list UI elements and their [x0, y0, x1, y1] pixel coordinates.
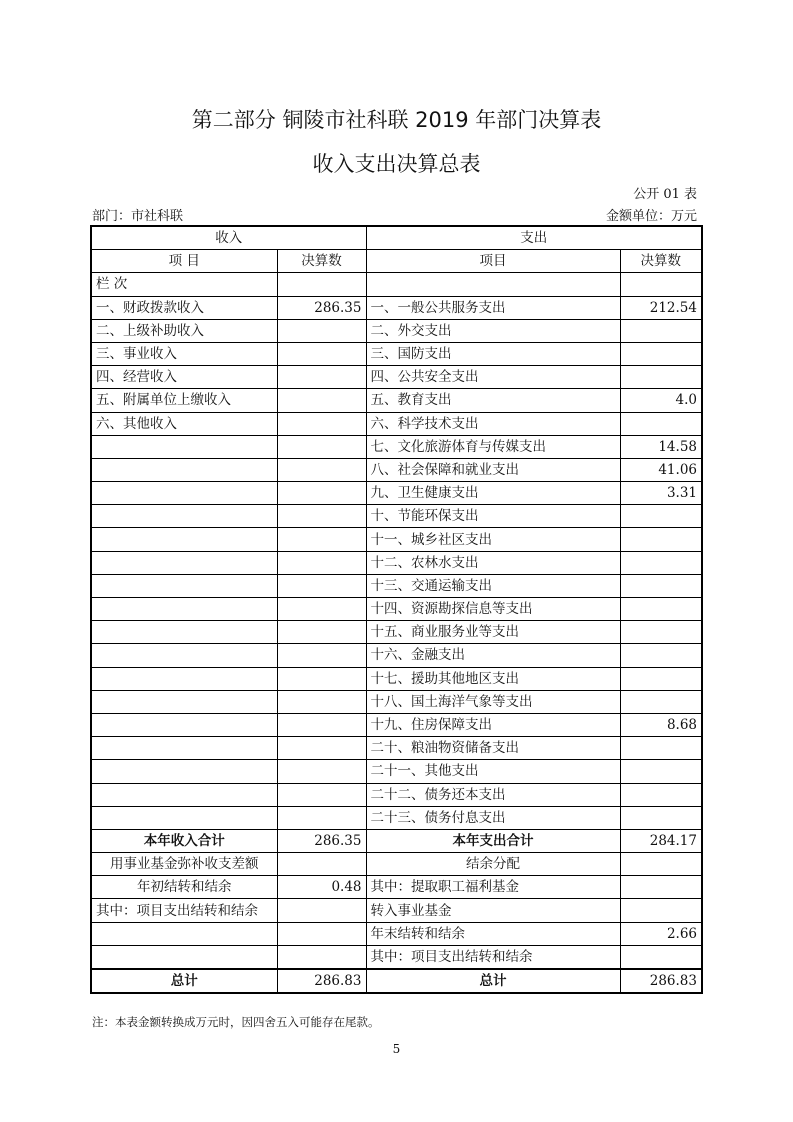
- income-amount: 286.35: [277, 296, 366, 319]
- page-number: 5: [392, 1042, 401, 1056]
- expense-item: 十八、国土海洋气象等支出: [366, 690, 620, 713]
- col-amount-header: 决算数: [277, 250, 366, 273]
- table-row: [91, 876, 702, 899]
- expense-amount: 8.68: [620, 713, 702, 736]
- income-item: [91, 505, 277, 528]
- income-amount: [277, 435, 366, 458]
- expense-item: 二十二、债务还本支出: [366, 783, 620, 806]
- income-item: [91, 528, 277, 551]
- table-row: [91, 458, 702, 481]
- expense-item: 八、社会保障和就业支出: [366, 458, 620, 481]
- expense-amount: [620, 621, 702, 644]
- income-amount: [277, 505, 366, 528]
- income-item: [91, 551, 277, 574]
- income-amount: [277, 644, 366, 667]
- grand-total-income-value: 286.83: [277, 969, 366, 993]
- income-item: [91, 621, 277, 644]
- welfare-fund-label: 其中：提取职工福利基金: [366, 876, 620, 899]
- expense-amount: [620, 644, 702, 667]
- income-amount: [277, 621, 366, 644]
- income-item: [91, 783, 277, 806]
- grand-total-row: [91, 969, 702, 993]
- table-row: [91, 760, 702, 783]
- income-item: [91, 574, 277, 597]
- income-item: [91, 598, 277, 621]
- amount-unit-label: 金额单位：万元: [605, 209, 697, 224]
- surplus-distribution-label: 结余分配: [366, 853, 620, 876]
- expense-item: 二十一、其他支出: [366, 760, 620, 783]
- col-item2-header: 项目: [366, 250, 620, 273]
- income-total-value: 286.35: [277, 829, 366, 852]
- income-item: 六、其他收入: [91, 412, 277, 435]
- closing-balance-value: 2.66: [620, 922, 702, 945]
- expense-item: 九、卫生健康支出: [366, 482, 620, 505]
- empty-cell: [277, 853, 366, 876]
- income-item: [91, 737, 277, 760]
- footnote: 注：本表金额转换成万元时，因四舍五入可能存在尾款。: [92, 1015, 380, 1029]
- expense-amount: [620, 806, 702, 829]
- table-row: [91, 644, 702, 667]
- income-amount: [277, 806, 366, 829]
- expense-amount: [620, 319, 702, 342]
- expense-amount: 3.31: [620, 482, 702, 505]
- empty-cell: [620, 899, 702, 922]
- table-row: [91, 482, 702, 505]
- expense-item: 十九、住房保障支出: [366, 713, 620, 736]
- page-title: 第二部分 铜陵市社科联 2019 年部门决算表: [191, 108, 602, 132]
- income-amount: [277, 389, 366, 412]
- empty-cell: [277, 922, 366, 945]
- opening-balance-label: 年初结转和结余: [91, 876, 277, 899]
- expense-amount: [620, 737, 702, 760]
- expense-item: 三、国防支出: [366, 342, 620, 365]
- income-item: 三、事业收入: [91, 342, 277, 365]
- income-amount: [277, 412, 366, 435]
- grand-total-expense-label: 总计: [366, 969, 620, 993]
- income-item: [91, 435, 277, 458]
- expense-item: 六、科学技术支出: [366, 412, 620, 435]
- expense-item: 四、公共安全支出: [366, 366, 620, 389]
- expense-item: 十、节能环保支出: [366, 505, 620, 528]
- table-row: [91, 713, 702, 736]
- income-item: [91, 667, 277, 690]
- expense-amount: [620, 505, 702, 528]
- table-row: [91, 319, 702, 342]
- table-row: [91, 853, 702, 876]
- table-row: [91, 412, 702, 435]
- income-amount: [277, 551, 366, 574]
- grand-total-expense-value: 286.83: [620, 969, 702, 993]
- table-row: [91, 922, 702, 945]
- expense-item: 一、一般公共服务支出: [366, 296, 620, 319]
- project-carryover-income-label: 其中：项目支出结转和结余: [91, 899, 277, 922]
- table-row: [91, 667, 702, 690]
- empty-cell: [91, 945, 277, 969]
- expense-total-value: 284.17: [620, 829, 702, 852]
- table-row: [91, 690, 702, 713]
- expense-item: 二、外交支出: [366, 319, 620, 342]
- table-row: [91, 621, 702, 644]
- lanci-label: 栏 次: [91, 273, 277, 296]
- expense-item: 十一、城乡社区支出: [366, 528, 620, 551]
- table-subtitle: 收入支出决算总表: [312, 152, 481, 176]
- expense-amount: 14.58: [620, 435, 702, 458]
- table-row: [91, 806, 702, 829]
- expense-total-label: 本年支出合计: [366, 829, 620, 852]
- grand-total-income-label: 总计: [91, 969, 277, 993]
- expense-amount: [620, 598, 702, 621]
- transfer-fund-label: 转入事业基金: [366, 899, 620, 922]
- income-item: [91, 644, 277, 667]
- empty-cell: [366, 273, 620, 296]
- expense-item: 二十、粮油物资储备支出: [366, 737, 620, 760]
- table-row: [91, 598, 702, 621]
- income-amount: [277, 482, 366, 505]
- table-row: [91, 366, 702, 389]
- expense-amount: [620, 667, 702, 690]
- table-row: [91, 574, 702, 597]
- income-amount: [277, 713, 366, 736]
- empty-cell: [277, 945, 366, 969]
- form-number: 公开 01 表: [633, 187, 697, 202]
- income-amount: [277, 690, 366, 713]
- income-amount: [277, 366, 366, 389]
- expense-amount: [620, 366, 702, 389]
- expense-item: 十三、交通运输支出: [366, 574, 620, 597]
- empty-cell: [277, 273, 366, 296]
- income-amount: [277, 574, 366, 597]
- income-amount: [277, 458, 366, 481]
- income-amount: [277, 319, 366, 342]
- income-amount: [277, 667, 366, 690]
- table-row: [91, 783, 702, 806]
- table-body: [91, 226, 702, 993]
- table-row: [91, 528, 702, 551]
- lanci-row: [91, 273, 702, 296]
- opening-balance-value: 0.48: [277, 876, 366, 899]
- empty-cell: [620, 853, 702, 876]
- empty-cell: [620, 273, 702, 296]
- income-amount: [277, 760, 366, 783]
- empty-cell: [620, 876, 702, 899]
- project-carryover-expense-label: 其中：项目支出结转和结余: [366, 945, 620, 969]
- expense-amount: 212.54: [620, 296, 702, 319]
- expense-item: 五、教育支出: [366, 389, 620, 412]
- income-header: 收入: [91, 226, 366, 250]
- expense-item: 二十三、债务付息支出: [366, 806, 620, 829]
- col-item-header: 项 目: [91, 250, 277, 273]
- income-item: [91, 713, 277, 736]
- table-row: [91, 737, 702, 760]
- income-item: [91, 760, 277, 783]
- income-item: [91, 690, 277, 713]
- table-row: [91, 551, 702, 574]
- expense-amount: 41.06: [620, 458, 702, 481]
- empty-cell: [277, 899, 366, 922]
- expense-amount: [620, 574, 702, 597]
- table-row: [91, 342, 702, 365]
- table-row: [91, 296, 702, 319]
- expense-amount: [620, 551, 702, 574]
- col-amount2-header: 决算数: [620, 250, 702, 273]
- closing-balance-label: 年末结转和结余: [366, 922, 620, 945]
- fund-gap-label: 用事业基金弥补收支差额: [91, 853, 277, 876]
- expense-item: 十四、资源勘探信息等支出: [366, 598, 620, 621]
- income-item: [91, 806, 277, 829]
- income-amount: [277, 783, 366, 806]
- income-item: 二、上级补助收入: [91, 319, 277, 342]
- table-header-row: [91, 226, 702, 250]
- empty-cell: [91, 922, 277, 945]
- income-item: [91, 482, 277, 505]
- expense-amount: [620, 760, 702, 783]
- table-row: [91, 899, 702, 922]
- income-total-label: 本年收入合计: [91, 829, 277, 852]
- expense-amount: [620, 412, 702, 435]
- expense-item: 十六、金融支出: [366, 644, 620, 667]
- expense-item: 七、文化旅游体育与传媒支出: [366, 435, 620, 458]
- income-amount: [277, 598, 366, 621]
- table-row: [91, 945, 702, 969]
- expense-header: 支出: [366, 226, 702, 250]
- expense-amount: [620, 690, 702, 713]
- table-row: [91, 435, 702, 458]
- expense-amount: [620, 528, 702, 551]
- column-header-row: [91, 250, 702, 273]
- income-item: 四、经营收入: [91, 366, 277, 389]
- department-label: 部门：市社科联: [92, 209, 184, 224]
- table-row: [91, 505, 702, 528]
- expense-item: 十二、农林水支出: [366, 551, 620, 574]
- income-item: [91, 458, 277, 481]
- empty-cell: [620, 945, 702, 969]
- income-item: 一、财政拨款收入: [91, 296, 277, 319]
- expense-item: 十七、援助其他地区支出: [366, 667, 620, 690]
- expense-amount: [620, 342, 702, 365]
- totals-row: [91, 829, 702, 852]
- income-amount: [277, 528, 366, 551]
- income-item: 五、附属单位上缴收入: [91, 389, 277, 412]
- expense-amount: [620, 783, 702, 806]
- expense-item: 十五、商业服务业等支出: [366, 621, 620, 644]
- expense-amount: 4.0: [620, 389, 702, 412]
- income-expense-table: [90, 225, 703, 994]
- income-amount: [277, 342, 366, 365]
- table-row: [91, 389, 702, 412]
- income-amount: [277, 737, 366, 760]
